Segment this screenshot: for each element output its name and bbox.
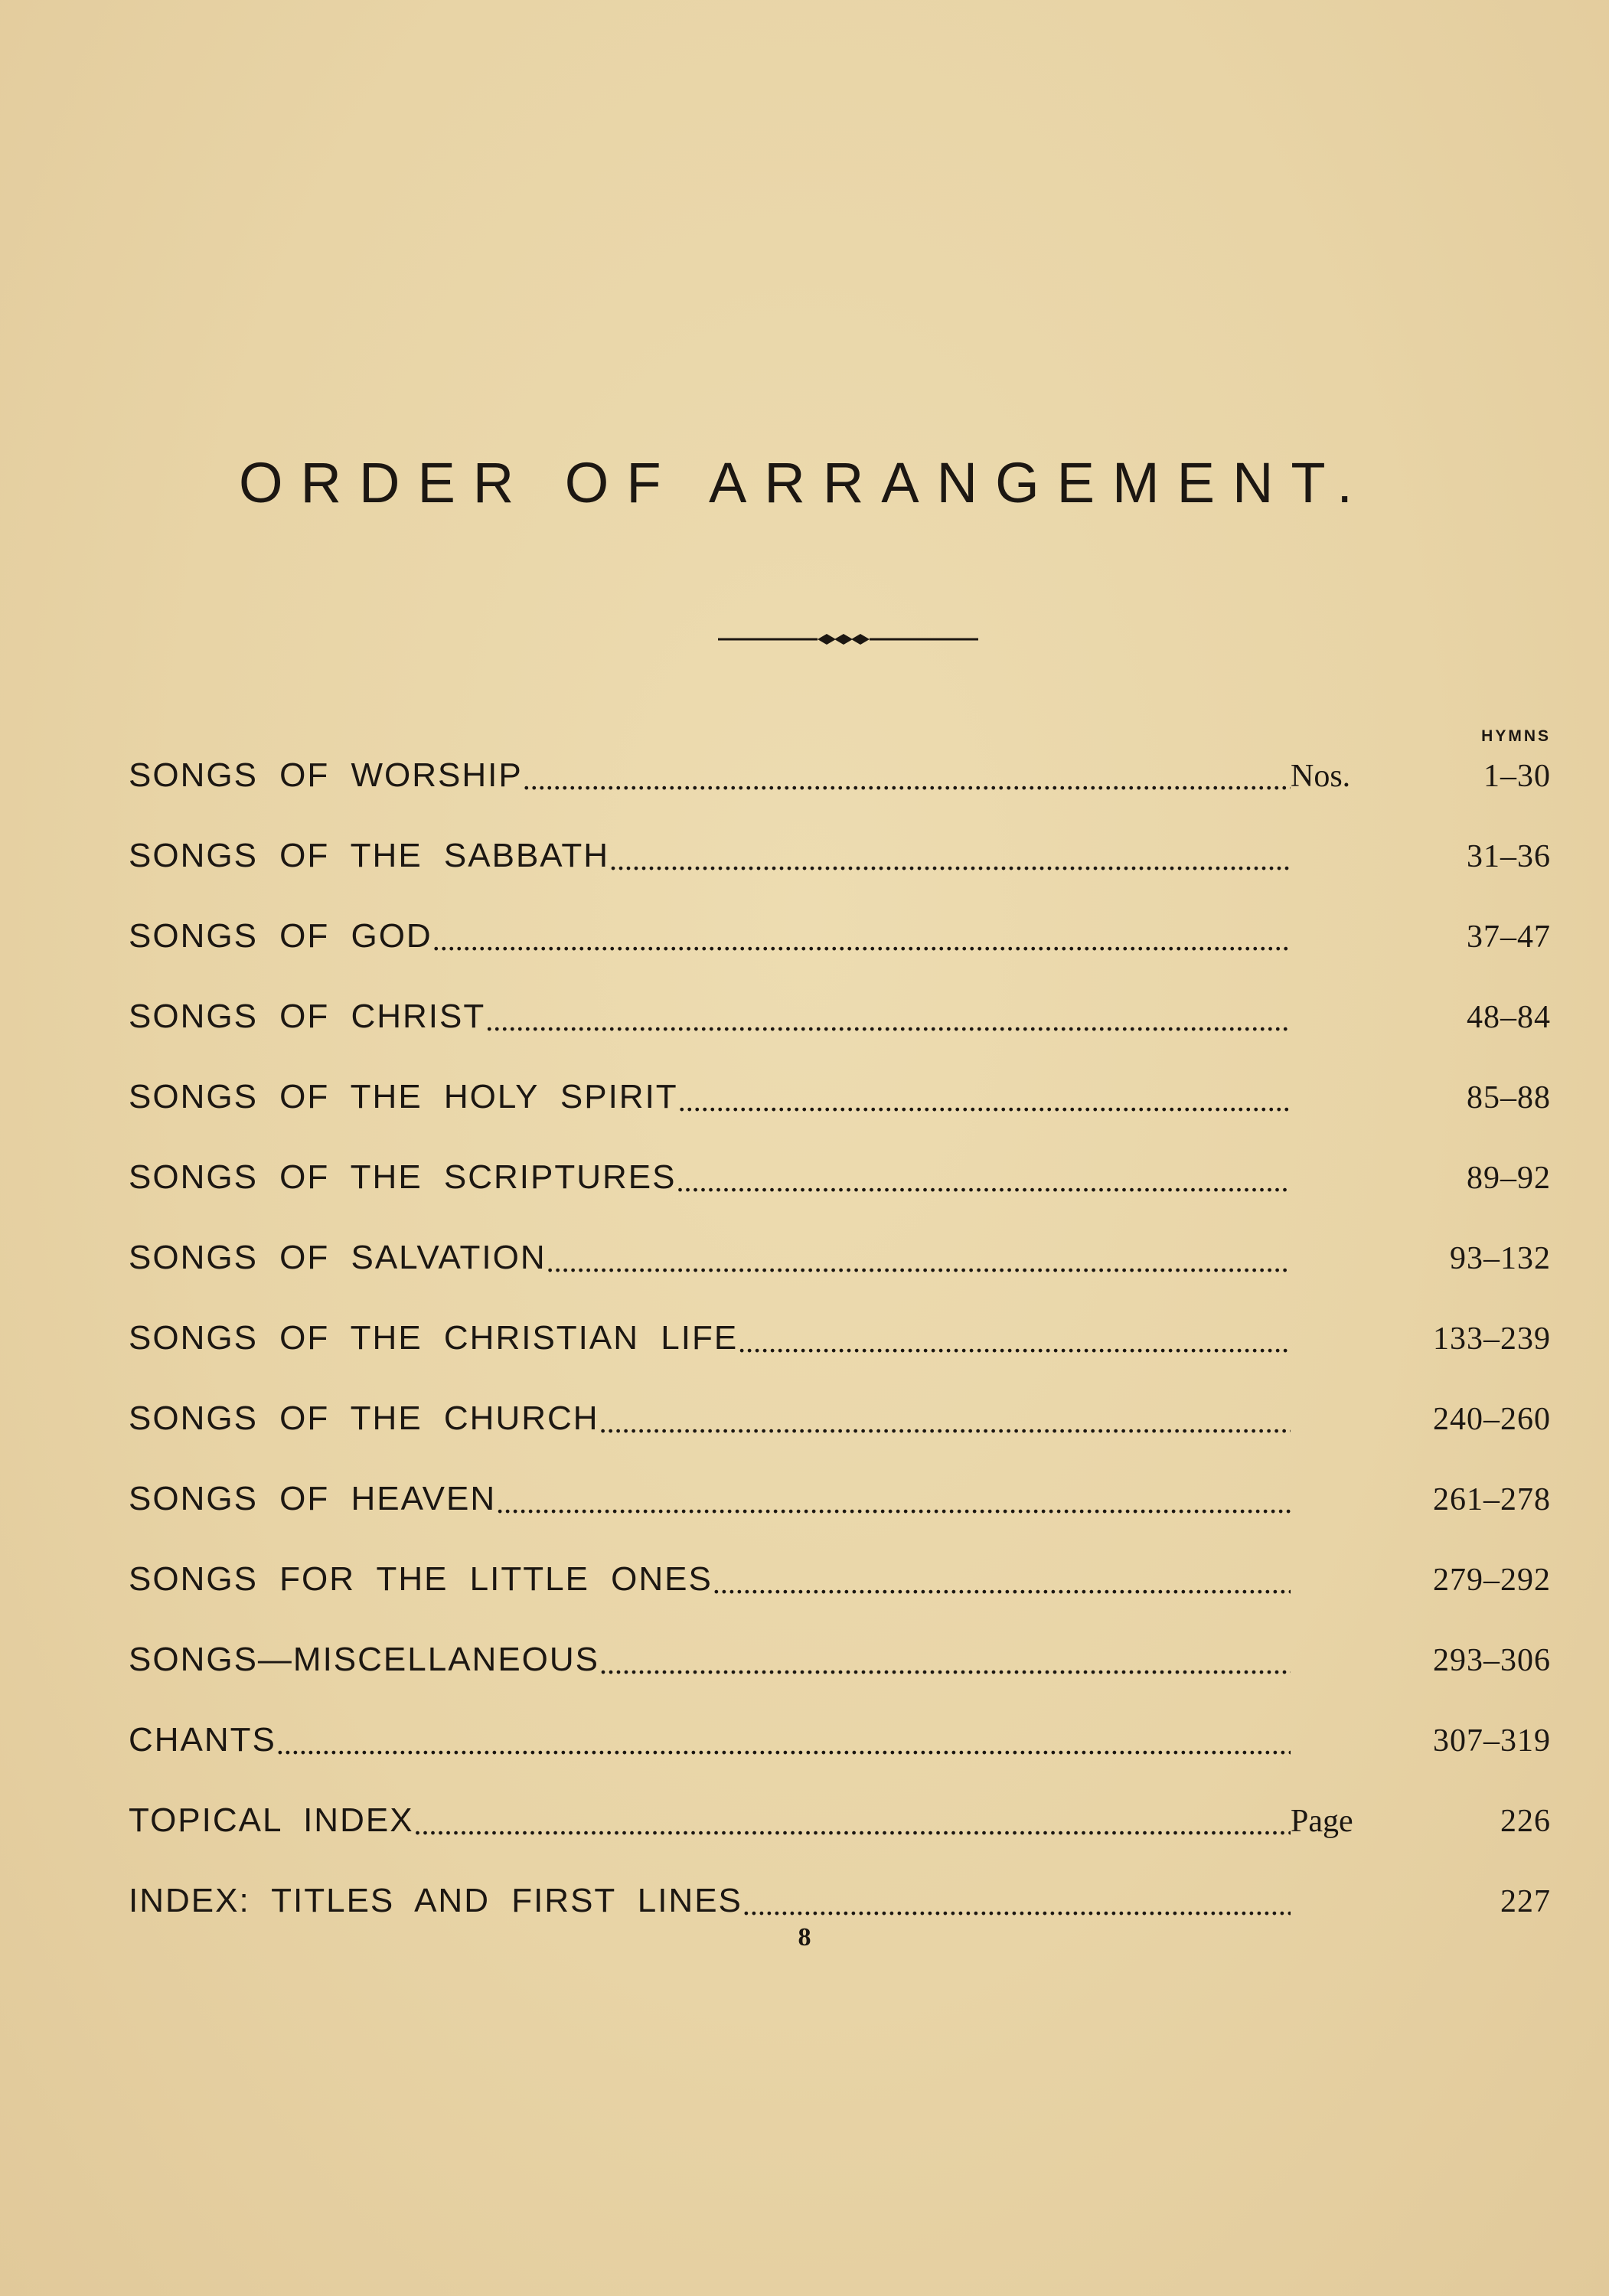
ornament-rule-icon bbox=[718, 628, 978, 651]
toc-entry-range: 37–47 bbox=[1467, 919, 1551, 955]
toc-entry-unit: Nos. bbox=[1291, 759, 1351, 794]
toc-entry-label: SONGS—MISCELLANEOUS bbox=[129, 1641, 600, 1678]
dot-leader bbox=[677, 1161, 1291, 1201]
toc-entry-range: 89–92 bbox=[1467, 1161, 1551, 1196]
toc-entry-unit: Page bbox=[1291, 1804, 1353, 1839]
toc-entry-label: SONGS OF WORSHIP bbox=[129, 756, 523, 794]
dot-leader bbox=[496, 1483, 1291, 1523]
toc-entry-range: 226 bbox=[1500, 1804, 1551, 1839]
dot-leader bbox=[713, 1563, 1291, 1603]
toc-entry bbox=[129, 1319, 1551, 1399]
toc-entry bbox=[129, 1239, 1551, 1319]
dot-leader bbox=[485, 1001, 1291, 1040]
dot-leader bbox=[432, 920, 1291, 960]
toc-entry bbox=[129, 1078, 1551, 1158]
toc-entry-range: 240–260 bbox=[1433, 1402, 1551, 1437]
toc-entry-label: SONGS OF SALVATION bbox=[129, 1239, 547, 1276]
page-title: ORDER OF ARRANGEMENT. bbox=[239, 451, 1370, 514]
toc-entry-label: SONGS OF THE HOLY SPIRIT bbox=[129, 1078, 678, 1115]
toc-entry bbox=[129, 1721, 1551, 1801]
dot-leader bbox=[678, 1081, 1291, 1121]
toc-entry-range: 227 bbox=[1500, 1884, 1551, 1919]
dot-leader bbox=[609, 840, 1291, 880]
toc-entry-range: 31–36 bbox=[1467, 839, 1551, 874]
table-of-contents bbox=[129, 756, 1551, 1962]
toc-entry bbox=[129, 1480, 1551, 1560]
toc-entry-label: TOPICAL INDEX bbox=[129, 1801, 414, 1839]
page-number: 8 bbox=[798, 1923, 811, 1951]
toc-entry-range: 93–132 bbox=[1450, 1241, 1551, 1276]
toc-entry-range: 133–239 bbox=[1433, 1321, 1551, 1357]
toc-entry bbox=[129, 1158, 1551, 1239]
toc-entry-label: SONGS OF THE SCRIPTURES bbox=[129, 1158, 677, 1196]
dot-leader bbox=[276, 1724, 1291, 1764]
toc-entry bbox=[129, 1399, 1551, 1480]
dot-leader bbox=[738, 1322, 1291, 1362]
toc-entry bbox=[129, 1801, 1551, 1882]
column-header: HYMNS bbox=[1481, 727, 1551, 745]
toc-entry-label: SONGS OF CHRIST bbox=[129, 998, 486, 1035]
dot-leader bbox=[599, 1403, 1291, 1442]
toc-entry-range: 307–319 bbox=[1433, 1723, 1551, 1759]
toc-entry bbox=[129, 756, 1551, 837]
toc-entry-label: SONGS FOR THE LITTLE ONES bbox=[129, 1560, 713, 1598]
toc-entry bbox=[129, 1560, 1551, 1641]
toc-entry-label: SONGS OF THE CHURCH bbox=[129, 1399, 599, 1437]
toc-entry-range: 85–88 bbox=[1467, 1080, 1551, 1115]
dot-leader bbox=[547, 1242, 1291, 1282]
toc-entry-label: SONGS OF HEAVEN bbox=[129, 1480, 497, 1517]
dot-leader bbox=[599, 1644, 1291, 1684]
dot-leader bbox=[414, 1804, 1291, 1844]
toc-entry-range: 261–278 bbox=[1433, 1482, 1551, 1517]
toc-entry-range: 1–30 bbox=[1483, 759, 1551, 794]
dot-leader bbox=[742, 1885, 1291, 1925]
toc-entry-range: 279–292 bbox=[1433, 1563, 1551, 1598]
toc-entry-range: 293–306 bbox=[1433, 1643, 1551, 1678]
toc-entry bbox=[129, 917, 1551, 998]
toc-entry-label: INDEX: TITLES AND FIRST LINES bbox=[129, 1882, 742, 1919]
toc-entry-label: SONGS OF THE CHRISTIAN LIFE bbox=[129, 1319, 739, 1357]
toc-entry bbox=[129, 837, 1551, 917]
toc-entry-label: SONGS OF THE SABBATH bbox=[129, 837, 610, 874]
toc-entry bbox=[129, 1641, 1551, 1721]
toc-entry bbox=[129, 998, 1551, 1078]
toc-entry-label: CHANTS bbox=[129, 1721, 276, 1759]
toc-entry-label: SONGS OF GOD bbox=[129, 917, 432, 955]
dot-leader bbox=[523, 759, 1291, 799]
toc-entry-range: 48–84 bbox=[1467, 1000, 1551, 1035]
